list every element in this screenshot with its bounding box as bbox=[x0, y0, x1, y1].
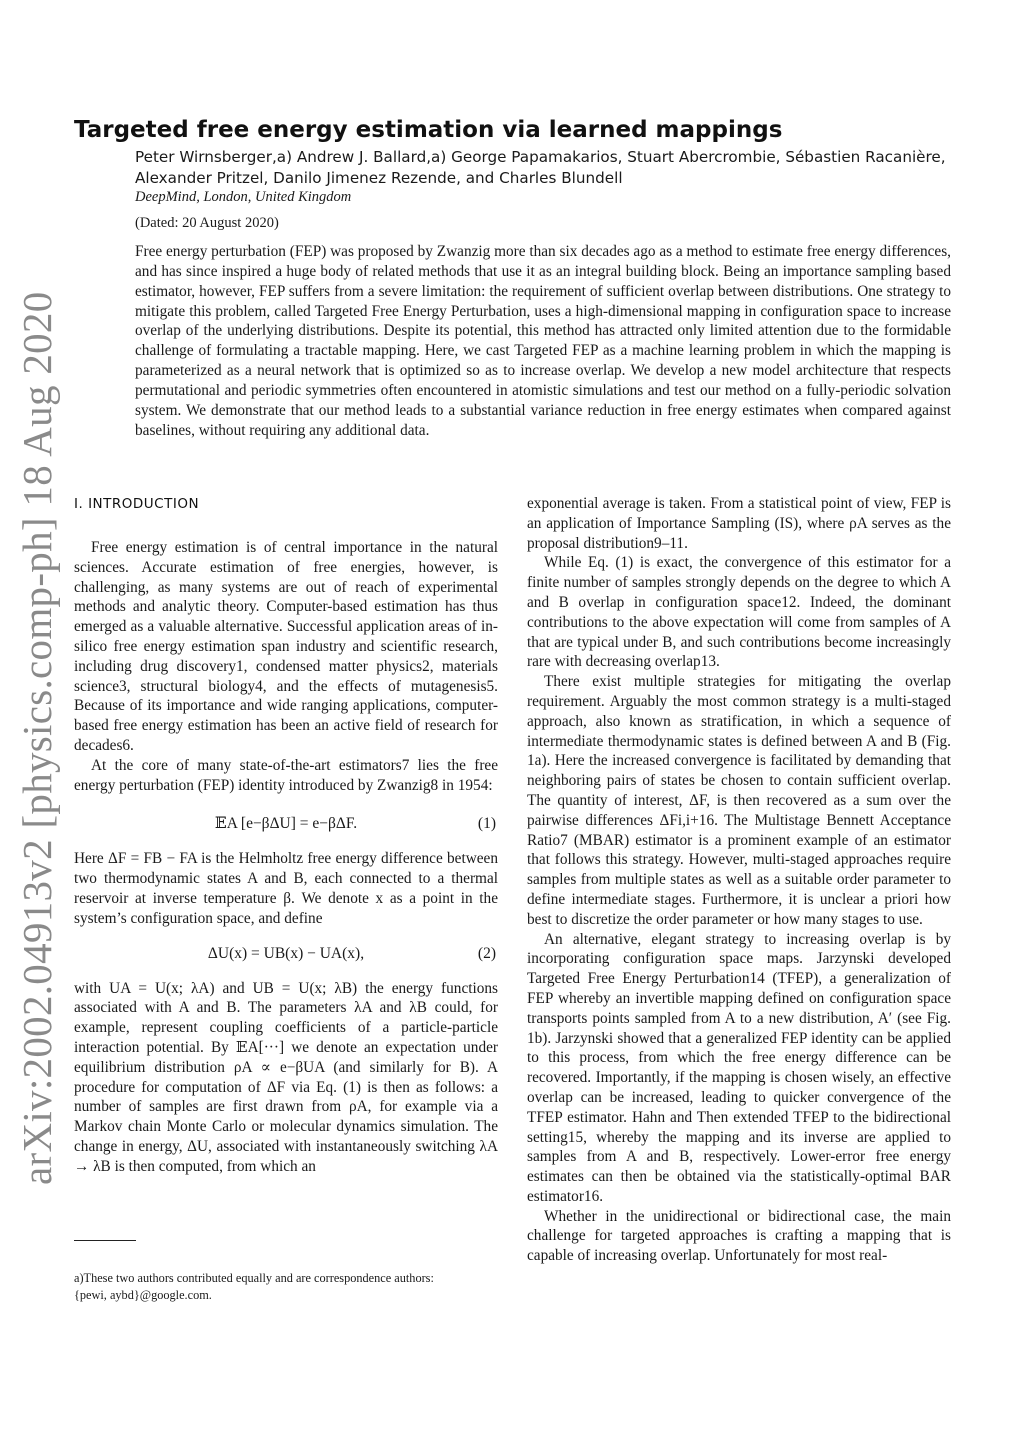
affiliation: DeepMind, London, United Kingdom bbox=[135, 189, 352, 205]
equation-2 bbox=[74, 929, 498, 979]
right-paragraph-5: Whether in the unidirectional or bidirectional case, the main challenge for targeted approaches is crafting a mapping that is capable of increasing overlap. Unfortunately for most real- bbox=[527, 1207, 951, 1265]
equation-1-body: 𝔼A [e−βΔU] = e−βΔF. bbox=[214, 815, 358, 833]
author-line-2: Alexander Pritzel, Danilo Jimenez Rezende, and Charles Blundell bbox=[135, 169, 623, 187]
footnote-rule bbox=[74, 1240, 136, 1241]
author-list bbox=[135, 147, 965, 189]
intro-paragraph-3: Here ΔF = FB − FA is the Helmholtz free energy difference between two thermodynamic states A and B, each connected to a thermal reservoir at inverse temperature β. We denote x as a point in the system’s configuration space, and define bbox=[74, 850, 498, 927]
equation-1-number: (1) bbox=[477, 815, 496, 833]
author-line-1: Peter Wirnsberger,a) Andrew J. Ballard,a) George Papamakarios, Stuart Abercrombie, Sébastien Racanière, bbox=[135, 148, 946, 166]
equation-2-number: (2) bbox=[477, 944, 496, 962]
right-column bbox=[527, 494, 951, 1266]
intro-paragraph-4: with UA = U(x; λA) and UB = U(x; λB) the energy functions associated with A and B. The parameters λA and λB could, for example, represent coupling coefficients of a particle-particle interaction potential. By 𝔼A[···] we denote an expectation under equilibrium distribution ρA ∝ e−βUA (and similarly for B). A procedure for computation of ΔF via Eq. (1) is then as follows: a number of samples are first drawn from ρA, for example via a Markov chain Monte Carlo or molecular dynamics simulation. The change in energy, ΔU, associated with instantaneously switching λA → λB is then computed, from which an bbox=[74, 979, 498, 1175]
abstract: Free energy perturbation (FEP) was proposed by Zwanzig more than six decades ago as a method to estimate free energy differences, and has since inspired a huge body of related methods that use it as an integral building block. Being an importance sampling based estimator, however, FEP suffers from a severe limitation: the requirement of sufficient overlap between distributions. One strategy to mitigate this problem, called Targeted Free Energy Perturbation, uses a high-dimensional mapping in configuration space to increase overlap of the underlying distributions. Despite its potential, this method has attracted only limited attention due to the formidable challenge of formulating a tractable mapping. Here, we cast Targeted FEP as a machine learning problem in which the mapping is parameterized as a neural network that is optimized so as to increase overlap. We develop a new model architecture that respects permutational and periodic symmetries often encountered in atomistic simulations and test our method on a fully-periodic solvation system. We demonstrate that our method leads to a substantial variance reduction in free energy estimates when compared against baselines, without requiring any additional data. bbox=[135, 243, 951, 439]
right-paragraph-1: exponential average is taken. From a statistical point of view, FEP is an application of Importance Sampling (IS), where ρA serves as the proposal distribution9–11. bbox=[527, 495, 951, 552]
arxiv-identifier-stamp: arXiv:2002.04913v2 [physics.comp-ph] 18 Aug 2020 bbox=[14, 291, 60, 1185]
equation-2-body: ΔU(x) = UB(x) − UA(x), bbox=[207, 944, 365, 962]
right-paragraph-2: While Eq. (1) is exact, the convergence of this estimator for a finite number of samples strongly depends on the degree to which A and B overlap in configuration space12. Indeed, the dominant contributions to the above expectation will come from samples of A that are typical under B, and such contributions become increasingly rare with decreasing overlap13. bbox=[527, 554, 951, 671]
date-line: (Dated: 20 August 2020) bbox=[135, 215, 279, 231]
footnote bbox=[74, 1270, 498, 1303]
right-paragraph-4: An alternative, elegant strategy to increasing overlap is by incorporating configuration space maps. Jarzynski developed Targeted Free Energy Perturbation14 (TFEP), a generalization of FEP whereby an invertible mapping defined on configuration space transports points sampled from A to a new distribution, A′ (see Fig. 1b). Jarzynski showed that a generalized FEP identity can be applied to this process, from which the free energy difference can be recovered. Importantly, if the mapping is chosen wisely, an effective overlap can be increased, leading to quicker convergence of the TFEP estimator. Hahn and Then extended TFEP to the bidirectional setting15, whereby the mapping and its inverse are applied to samples from A and B, respectively. Lower-error free energy estimates can then be obtained via the statistically-optimal BAR estimator16. bbox=[527, 930, 951, 1205]
equation-1 bbox=[74, 799, 498, 849]
section-heading-introduction: I. INTRODUCTION bbox=[74, 496, 200, 512]
intro-paragraph-1: Free energy estimation is of central importance in the natural sciences. Accurate estimation of free energies, however, is challenging, as many systems are out of reach of experimental methods and analytic theory. Computer-based estimation has thus emerged as a valuable alternative. Successful application areas of in-silico free energy estimation span industry and scientific research, including drug discovery1, condensed matter physics2, materials science3, structural biology4, and the effects of mutagenesis5. Because of its importance and wide ranging applications, computer-based free energy estimation has been an active field of research for decades6. bbox=[74, 539, 498, 754]
footnote-line-2: {pewi, aybd}@google.com. bbox=[74, 1287, 212, 1302]
intro-paragraph-2: At the core of many state-of-the-art estimators7 lies the free energy perturbation (FEP) identity introduced by Zwanzig8 in 1954: bbox=[74, 756, 498, 794]
right-paragraph-3: There exist multiple strategies for mitigating the overlap requirement. Arguably the most common strategy is a multi-staged approach, also known as stratification, in which a sequence of intermediate thermodynamic states is defined between A and B (Fig. 1a). Here the increased convergence is facilitated by demanding that neighboring pairs of states be chosen to contain sufficient overlap. The quantity of interest, ΔF, is then recovered as a sum over the pairwise differences ΔFi,i+16. The Multistage Bennett Acceptance Ratio7 (MBAR) estimator is a prominent example of an estimator that follows this strategy. However, multi-staged approaches require samples from multiple states as well as a suitable order parameter to define intermediate stages. Furthermore, it is unclear a priori how best to discretize the order parameter or how many stages to use. bbox=[527, 673, 951, 928]
footnote-line-1: a)These two authors contributed equally and are correspondence authors: bbox=[74, 1271, 434, 1285]
paper-title: Targeted free energy estimation via learned mappings bbox=[74, 117, 783, 143]
left-column bbox=[74, 494, 498, 1177]
